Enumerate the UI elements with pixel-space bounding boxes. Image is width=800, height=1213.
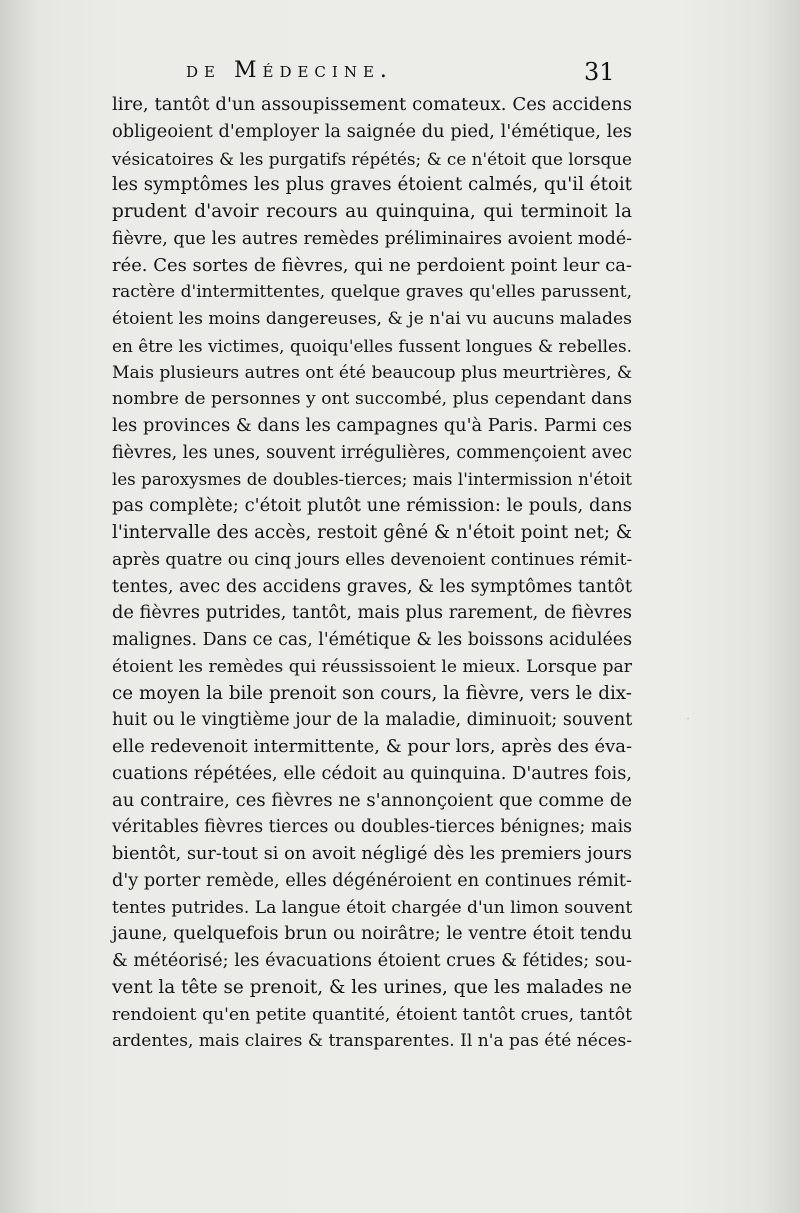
text-line: étoient les moins dangereuses, & je n'ai vu aucuns malades <box>112 309 632 329</box>
text-line: lire, tantôt d'un assoupissement comateux. Ces accidens <box>112 94 632 115</box>
text-line: l'intervalle des accès, restoit gêné & n'étoit point net; & <box>112 522 632 543</box>
text-line: fièvres, les unes, souvent irrégulières, commençoient avec <box>112 442 632 463</box>
text-line: d'y porter remède, elles dégénéroient en continues rémit- <box>112 870 632 891</box>
text-line: & météorisé; les évacuations étoient crues & fétides; sou- <box>112 951 632 971</box>
text-line: tentes putrides. La langue étoit chargée d'un limon souvent <box>112 897 633 918</box>
text-line: prudent d'avoir recours au quinquina, qui terminoit la <box>112 201 632 222</box>
text-line: vésicatoires & les purgatifs répétés; & ce n'étoit que lorsque <box>112 148 632 169</box>
text-line: les symptômes les plus graves étoient calmés, qu'il étoit <box>112 174 632 196</box>
text-line: ce moyen la bile prenoit son cours, la fièvre, vers le dix- <box>112 682 632 704</box>
text-line: malignes. Dans ce cas, l'émétique & les boissons acidulées <box>112 630 632 650</box>
text-line: huit ou le vingtième jour de la maladie, diminuoit; souvent <box>112 710 633 731</box>
text-line: jaune, quelquefois brun ou noirâtre; le ventre étoit tendu <box>112 923 633 945</box>
page-number: 31 <box>584 58 615 86</box>
text-line: rendoient qu'en petite quantité, étoient tantôt crues, tantôt <box>112 1004 632 1025</box>
body-text <box>112 92 632 1055</box>
text-line: pas complète; c'étoit plutôt une rémission: le pouls, dans <box>112 495 632 517</box>
text-line: bientôt, sur-tout si on avoit négligé dès les premiers jours <box>112 844 632 864</box>
text-line: Mais plusieurs autres ont été beaucoup plus meurtrières, & <box>112 362 633 383</box>
text-line: nombre de personnes y ont succombé, plus cependant dans <box>112 389 632 410</box>
text-line: tentes, avec des accidens graves, & les symptômes tantôt <box>112 576 632 597</box>
text-line: les provinces & dans les campagnes qu'à Paris. Parmi ces <box>112 416 632 436</box>
text-line: véritables fièvres tierces ou doubles-tierces bénignes; mais <box>112 817 632 838</box>
text-line: vent la tête se prenoit, & les urines, que les malades ne <box>112 976 632 998</box>
text-line: fièvre, que les autres remèdes préliminaires avoient modé- <box>112 228 632 249</box>
text-line: étoient les remèdes qui réussissoient le mieux. Lorsque par <box>112 656 632 677</box>
text-line: obligeoient d'employer la saignée du pied, l'émétique, les <box>112 120 632 142</box>
text-line: au contraire, ces fièvres ne s'annonçoient que comme de <box>112 789 632 811</box>
text-line: cuations répétées, elle cédoit au quinquina. D'autres fois, <box>112 762 632 784</box>
show-through-mark: · <box>686 712 691 727</box>
text-line: elle redevenoit intermittente, & pour lors, après des éva- <box>112 736 632 757</box>
text-line: ractère d'intermittentes, quelque graves qu'elles parussent, <box>112 282 632 303</box>
text-line: les paroxysmes de doubles-tierces; mais l'intermission n'étoit <box>112 469 632 489</box>
text-line: de fièvres putrides, tantôt, mais plus rarement, de fièvres <box>112 603 632 624</box>
running-head: de Médecine. <box>186 58 393 83</box>
text-line: en être les victimes, quoiqu'elles fussent longues & rebelles. <box>112 335 632 356</box>
text-line: après quatre ou cinq jours elles devenoient continues rémit- <box>112 549 633 570</box>
page-header <box>0 58 800 92</box>
text-line: ardentes, mais claires & transparentes. Il n'a pas été néces- <box>112 1031 632 1052</box>
text-line: rée. Ces sortes de fièvres, qui ne perdoient point leur ca- <box>112 254 632 276</box>
